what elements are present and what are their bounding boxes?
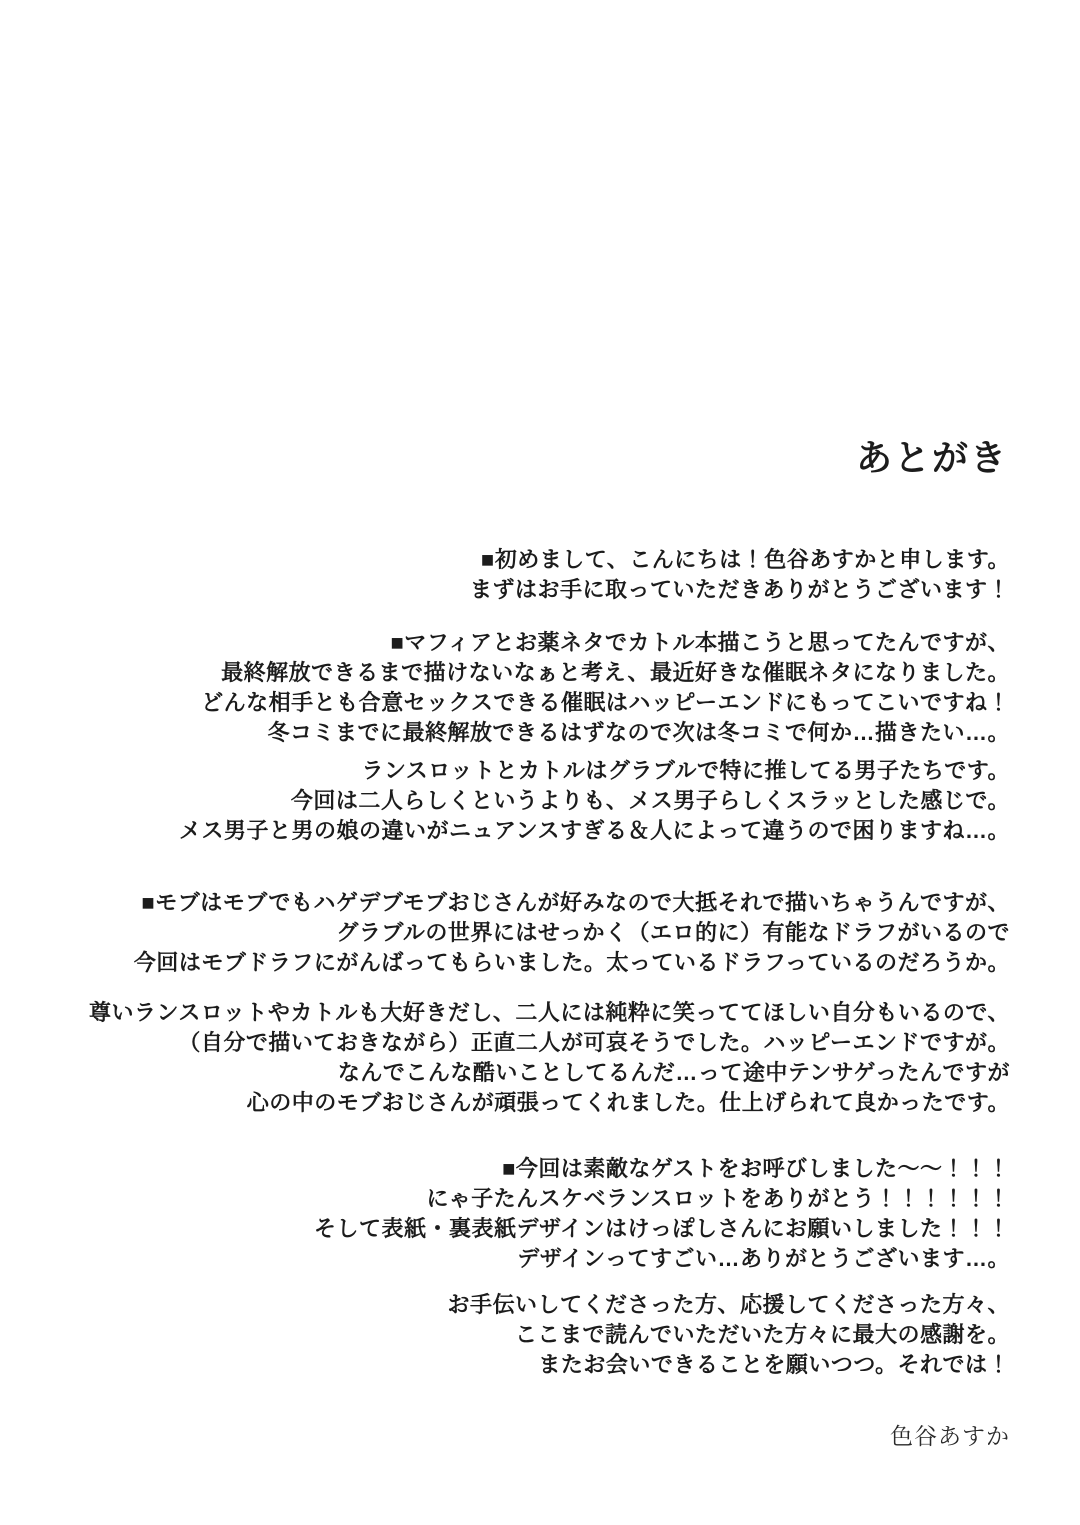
page-title: あとがき: [855, 438, 1008, 478]
text-line: グラブルの世界にはせっかく（エロ的に）有能なドラフがいるので: [336, 920, 1010, 945]
text-line: 今回はモブドラフにがんばってもらいました。太っているドラフっているのだろうか。: [133, 950, 1010, 975]
text-line: デザインってすごい…ありがとうございます…。: [517, 1246, 1010, 1271]
afterword-body-text: [50, 545, 1010, 1380]
text-line: ■今回は素敵なゲストをお呼びしました～～！！！: [502, 1156, 1010, 1181]
text-line: メス男子と男の娘の違いがニュアンスすぎる＆人によって違うので困りますね…。: [179, 818, 1010, 843]
text-line: ■モブはモブでもハゲデブモブおじさんが好みなので大抵それで描いちゃうんですが、: [141, 890, 1010, 915]
text-line: 心の中のモブおじさんが頑張ってくれました。仕上げられて良かったです。: [246, 1090, 1010, 1115]
paragraph: [50, 998, 1010, 1118]
text-line: 尊いランスロットやカトルも大好きだし、二人には純粋に笑っててほしい自分もいるので、: [89, 1000, 1010, 1025]
text-line: まずはお手に取っていただきありがとうございます！: [469, 577, 1010, 602]
text-line: 冬コミまでに最終解放できるはずなので次は冬コミで何か…描きたい…。: [267, 720, 1010, 745]
text-line: なんでこんな酷いことしてるんだ…って途中テンサゲったんですが: [337, 1060, 1010, 1085]
text-line: どんな相手とも合意セックスできる催眠はハッピーエンドにもってこいですね！: [201, 690, 1010, 715]
text-line: ここまで読んでいただいた方々に最大の感謝を。: [514, 1322, 1010, 1347]
text-line: 今回は二人らしくというよりも、メス男子らしくスラッとした感じで。: [290, 788, 1010, 813]
text-line: ■初めまして、こんにちは！色谷あすかと申します。: [480, 547, 1010, 572]
text-line: にゃ子たんスケベランスロットをありがとう！！！！！！: [426, 1186, 1010, 1211]
text-line: そして表紙・裏表紙デザインはけっぽしさんにお願いしました！！！: [314, 1216, 1010, 1241]
paragraph: [50, 1290, 1010, 1380]
text-line: ■マフィアとお薬ネタでカトル本描こうと思ってたんですが、: [390, 630, 1010, 655]
author-signature: 色谷あすか: [890, 1424, 1010, 1449]
paragraph: [50, 888, 1010, 978]
paragraph: [50, 1154, 1010, 1274]
paragraph: [50, 756, 1010, 846]
paragraph: [50, 545, 1010, 605]
paragraph: [50, 628, 1010, 748]
text-line: またお会いできることを願いつつ。それでは！: [538, 1352, 1010, 1377]
text-line: ランスロットとカトルはグラブルで特に推してる男子たちです。: [361, 758, 1010, 783]
text-line: お手伝いしてくださった方、応援してくださった方々、: [447, 1292, 1010, 1317]
text-line: （自分で描いておきながら）正直二人が可哀そうでした。ハッピーエンドですが。: [178, 1030, 1010, 1055]
text-line: 最終解放できるまで描けないなぁと考え、最近好きな催眠ネタになりました。: [221, 660, 1010, 685]
